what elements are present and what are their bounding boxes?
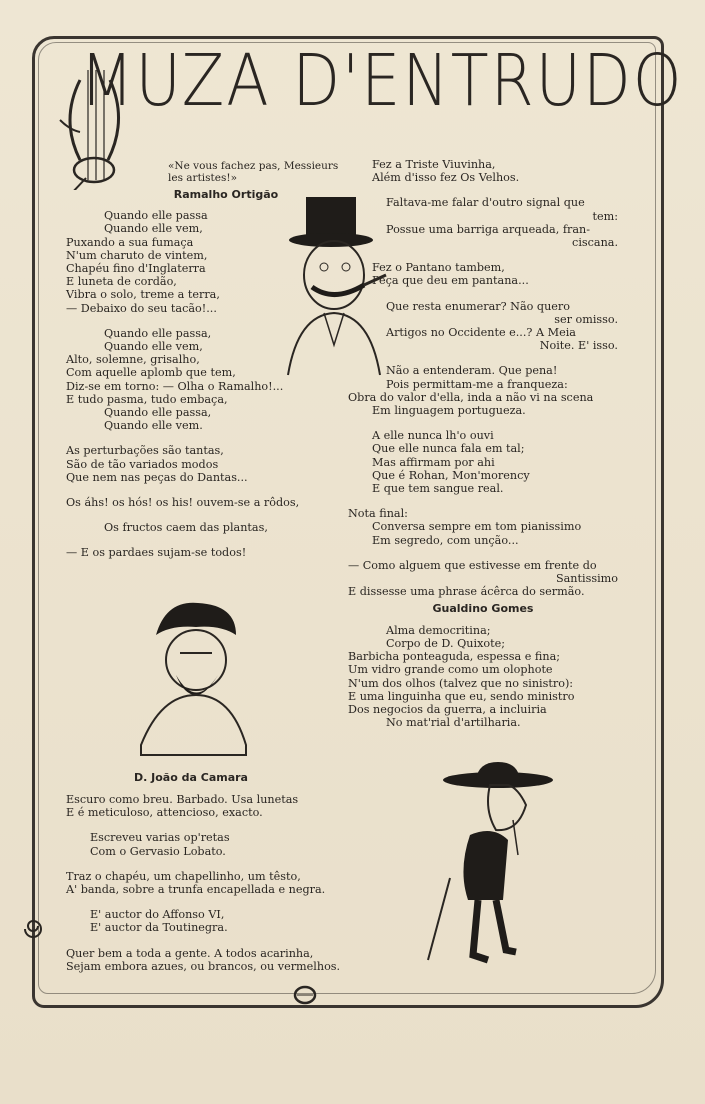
verse-line: Diz-se em torno: — Olha o Ramalho!... [66, 379, 284, 393]
verse-line: Noite. E' isso. [539, 339, 618, 353]
right-column [348, 158, 618, 729]
verse-line: Faltava-me falar d'outro signal que [386, 196, 585, 210]
verse-line: Dos negocios da guerra, a incluiria [348, 702, 547, 716]
stanza [66, 946, 341, 973]
stanza [66, 831, 326, 857]
heading-gualdino: Gualdino Gomes [432, 602, 534, 616]
verse-line: Quando elle vem, [104, 222, 203, 236]
verse-line: E dissesse uma phrase ácêrca do sermão. [348, 585, 585, 599]
verse-line: No mat'rial d'artilharia. [386, 716, 521, 730]
verse-line: Barbicha ponteaguda, espessa e fina; [348, 650, 561, 664]
caricature-gualdino [418, 760, 558, 975]
stanza [348, 559, 618, 599]
verse-line: Quando elle passa, [104, 326, 212, 340]
verse-line: Obra do valor d'ella, inda a não vi na scena [348, 390, 594, 404]
verse-line: Além d'isso fez Os Velhos. [372, 171, 520, 185]
verse-line: tem: [592, 209, 618, 223]
verse-line: São de tão variados modos [66, 457, 219, 471]
verse-line: Peça que deu em pantana... [372, 274, 529, 288]
stanza [348, 429, 618, 495]
epigraph-line: les artistes!» [168, 172, 238, 184]
verse-line: Fez o Pantano tambem, [372, 261, 505, 275]
verse-line: E uma linguinha que eu, sendo ministro [348, 689, 575, 703]
verse-line: E é meticuloso, attencioso, exacto. [66, 806, 263, 820]
stanza [348, 196, 618, 249]
caricature-camara [136, 595, 251, 765]
verse-line: — E os pardaes sujam-se todos! [66, 546, 247, 560]
verse-line: E luneta de cordão, [66, 275, 177, 289]
verse-line: Chapéu fino d'Inglaterra [66, 262, 206, 276]
epigraph [66, 160, 339, 184]
verse-line: N'um dos olhos (talvez que no sinistro): [348, 676, 574, 690]
verse-line: Conversa sempre em tom pianissimo [372, 520, 582, 534]
verse-line: As perturbações são tantas, [66, 444, 224, 458]
stanza [348, 507, 618, 547]
verse-line: Um vidro grande como um olophote [348, 663, 553, 677]
verse-line: Artigos no Occidente e...? A Meia [386, 326, 576, 340]
verse-line: Que nem nas peças do Dantas... [66, 470, 248, 484]
heading-ramalho: Ramalho Ortigão [173, 188, 279, 201]
verse-line: Quando elle vem. [104, 419, 203, 433]
heading-camara: D. João da Camara [134, 771, 248, 784]
verse-line: Quando elle passa, [104, 406, 212, 420]
verse-line: Fez a Triste Viuvinha, [372, 158, 496, 171]
verse-line: Os áhs! os hós! os his! ouvem-se a rôdos, [66, 496, 300, 510]
verse-line: Que elle nunca fala em tal; [372, 442, 525, 456]
verse-line: Com aquelle aplomb que tem, [66, 366, 236, 380]
verse-line: Mas affirmam por ahi [372, 455, 495, 469]
verse-line: Em segredo, com unção... [372, 533, 519, 547]
page-title: MUZA D'ENTRUDO [80, 38, 684, 123]
verse-line: Quando elle passa [104, 209, 208, 223]
verse-line: — Debaixo do seu tacão!... [66, 301, 217, 315]
verse-line: N'um charuto de vintem, [66, 248, 208, 262]
verse-line: E' auctor da Toutinegra. [90, 921, 228, 935]
verse-line: Vibra o solo, treme a terra, [66, 288, 220, 302]
spiral-ornament-icon [20, 916, 46, 942]
epigraph-line: «Ne vous fachez pas, Messieurs [168, 160, 339, 172]
verse-line: A' banda, sobre a trunfa encapellada e negra. [66, 883, 326, 897]
left-column-bottom [66, 793, 341, 973]
verse-line: — Como alguem que estivesse em frente do [348, 558, 597, 572]
verse-line: Escreveu varias op'retas [90, 831, 230, 845]
stanza [66, 444, 326, 484]
bow-ornament-icon [292, 984, 318, 1006]
verse-line: Os fructos caem das plantas, [104, 521, 268, 535]
verse-line: Em linguagem portugueza. [372, 404, 526, 418]
verse-line: Que resta enumerar? Não quero [386, 299, 570, 313]
stanza [348, 624, 618, 730]
verse-line: ciscana. [572, 236, 618, 250]
stanza [348, 261, 618, 287]
verse-line: E que tem sangue real. [372, 482, 504, 496]
verse-line: Alma democritina; [386, 623, 491, 637]
verse-line: Possue uma barriga arqueada, fran- [386, 222, 590, 236]
verse-line: Sejam embora azues, ou brancos, ou vermelhos. [66, 959, 341, 973]
verse-line: Não a entenderam. Que pena! [386, 364, 558, 378]
verse-line: E tudo pasma, tudo embaça, [66, 392, 228, 406]
verse-line: Alto, solemne, grisalho, [66, 353, 200, 367]
stanza [66, 793, 326, 819]
stanza [66, 908, 326, 934]
verse-line: Quando elle vem, [104, 340, 203, 354]
stanza [348, 158, 618, 184]
verse-line: Com o Gervasio Lobato. [90, 844, 226, 858]
stanza [348, 300, 618, 353]
stanza [66, 870, 326, 896]
verse-line: Pois permittam-me a franqueza: [386, 377, 568, 391]
stanza [348, 364, 618, 417]
verse-line: E' auctor do Affonso VI, [90, 908, 225, 922]
verse-line: Traz o chapéu, um chapellinho, um têsto, [66, 869, 301, 883]
verse-line: Quer bem a toda a gente. A todos acarinha, [66, 946, 314, 960]
verse-line: ser omisso. [554, 312, 618, 326]
verse-line: Nota final: [348, 507, 408, 521]
verse-line: A elle nunca lh'o ouvi [372, 429, 494, 443]
verse-line: Puxando a sua fumaça [66, 235, 194, 249]
verse-line: Que é Rohan, Mon'morency [372, 468, 530, 482]
verse-line: Corpo de D. Quixote; [386, 636, 506, 650]
verse-line: Escuro como breu. Barbado. Usa lunetas [66, 793, 299, 806]
verse-line: Santissimo [555, 572, 618, 586]
